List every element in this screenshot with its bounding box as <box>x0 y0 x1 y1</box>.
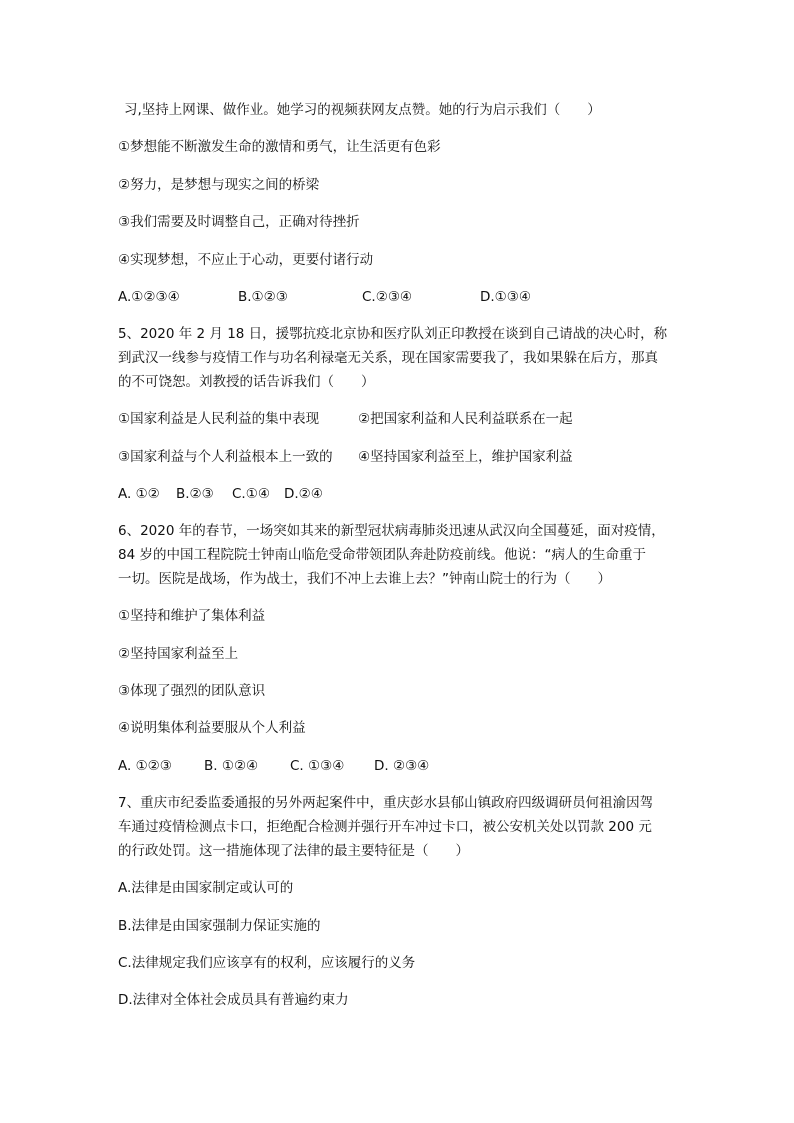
q7-stem-line-2: 车通过疫情检测点卡口，拒绝配合检测并强行开车冲过卡口，被公安机关处以罚款 200 元 <box>118 819 652 835</box>
q7-stem-line-1: 7、重庆市纪委监委通报的另外两起案件中，重庆彭水县郁山镇政府四级调研员何祖渝因驾 <box>118 795 654 811</box>
q4-stem-tail: 习,坚持上网课、做作业。她学习的视频获网友点赞。她的行为启示我们（ ） <box>124 102 601 118</box>
q5-stem-line-3: 的不可饶恕。刘教授的话告诉我们（ ） <box>118 374 375 390</box>
q5-item-4: ④坚持国家利益至上，维护国家利益 <box>358 449 573 465</box>
q5-items-row-2 <box>118 448 573 466</box>
q7-option-b[interactable]: B.法律是由国家强制力保证实施的 <box>118 918 321 934</box>
q4-item-3: ③我们需要及时调整自己，正确对待挫折 <box>118 214 360 230</box>
q6-stem-line-2: 84 岁的中国工程院院士钟南山临危受命带领团队奔赴防疫前线。他说：“病人的生命重于 <box>118 547 646 563</box>
q5-item-3: ③国家利益与个人利益根本上一致的 <box>118 449 333 465</box>
q4-item-1: ①梦想能不断激发生命的激情和勇气，让生活更有色彩 <box>118 139 441 155</box>
q5-stem-line-2: 到武汉一线参与疫情工作与功名利禄毫无关系，现在国家需要我了，我如果躲在后方，那真 <box>118 350 658 366</box>
q4-option-d[interactable]: D.①③④ <box>480 289 531 305</box>
q5-options <box>118 485 323 503</box>
q5-stem-line-1: 5、2020 年 2 月 18 日，援鄂抗疫北京协和医疗队刘正印教授在谈到自己请战的决心时，称 <box>118 326 668 342</box>
q6-stem-line-1: 6、2020 年的春节，一场突如其来的新型冠状病毒肺炎迅速从武汉向全国蔓延，面对疫情， <box>118 523 665 539</box>
q7-option-a[interactable]: A.法律是由国家制定或认可的 <box>118 880 294 896</box>
q4-item-4: ④实现梦想，不应止于心动，更要付诸行动 <box>118 252 374 268</box>
q5-option-d[interactable]: D.②④ <box>284 486 323 502</box>
q6-item-2: ②坚持国家利益至上 <box>118 646 239 662</box>
q4-option-c[interactable]: C.②③④ <box>362 289 413 305</box>
q7-stem-line-3: 的行政处罚。这一措施体现了法律的最主要特征是（ ） <box>118 843 469 859</box>
q5-option-b[interactable]: B.②③ <box>176 486 214 502</box>
q6-option-c[interactable]: C. ①③④ <box>290 758 345 774</box>
q5-item-1: ①国家利益是人民利益的集中表现 <box>118 411 320 427</box>
q6-item-4: ④说明集体利益要服从个人利益 <box>118 720 306 736</box>
q4-option-b[interactable]: B.①②③ <box>238 289 288 305</box>
q4-item-2: ②努力，是梦想与现实之间的桥梁 <box>118 177 320 193</box>
q6-option-b[interactable]: B. ①②④ <box>204 758 259 774</box>
q4-option-a[interactable]: A.①②③④ <box>118 289 180 305</box>
q6-option-d[interactable]: D. ②③④ <box>374 758 430 774</box>
q6-option-a[interactable]: A. ①②③ <box>118 758 172 774</box>
q7-option-c[interactable]: C.法律规定我们应该享有的权利，应该履行的义务 <box>118 955 416 971</box>
q7-option-d[interactable]: D.法律对全体社会成员具有普遍约束力 <box>118 992 349 1008</box>
q6-options <box>118 757 429 775</box>
q6-stem-line-3: 一切。医院是战场，作为战士，我们不冲上去谁上去？”钟南山院士的行为（ ） <box>118 571 611 587</box>
q6-item-1: ①坚持和维护了集体利益 <box>118 608 266 624</box>
q5-items-row-1 <box>118 410 573 428</box>
q5-item-2: ②把国家利益和人民利益联系在一起 <box>358 411 573 427</box>
q5-option-c[interactable]: C.①④ <box>232 486 270 502</box>
q5-option-a[interactable]: A. ①② <box>118 486 160 502</box>
q6-item-3: ③体现了强烈的团队意识 <box>118 683 266 699</box>
q4-options <box>118 288 531 306</box>
